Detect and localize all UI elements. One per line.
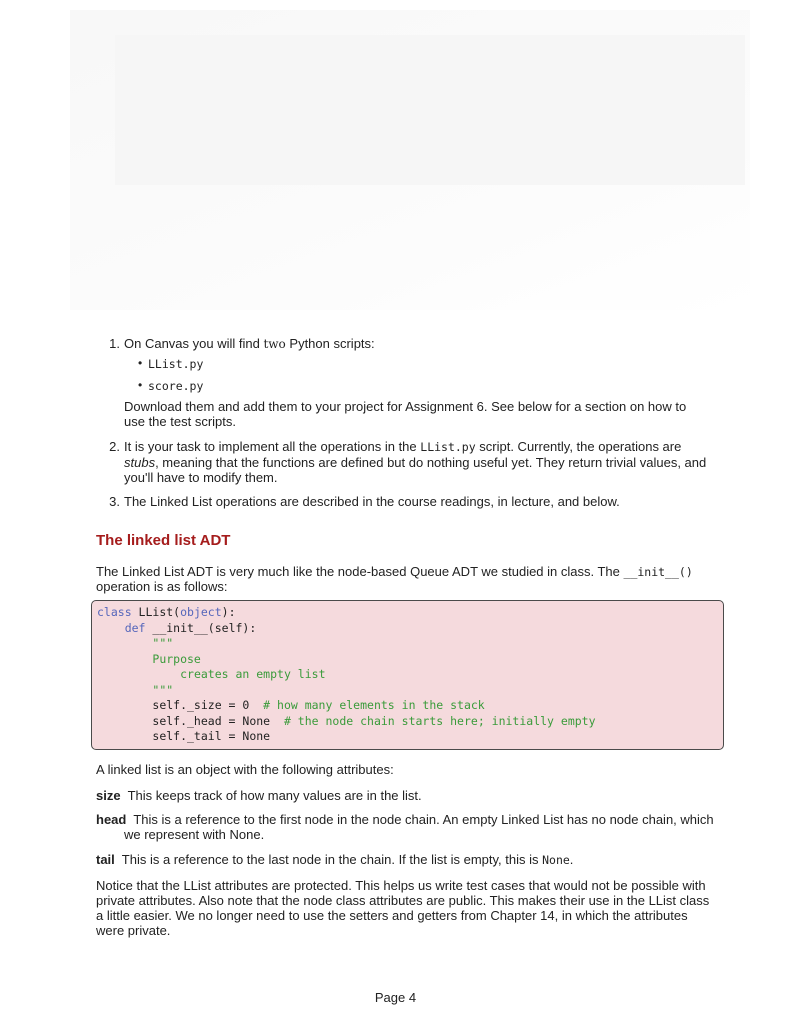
docstring-desc: creates an empty list: [180, 667, 326, 681]
attr-tail-term: tail: [96, 852, 115, 867]
class-name: LList(: [131, 605, 181, 619]
def-signature: __init__(self):: [145, 620, 257, 635]
item1-text-b: Python scripts:: [285, 336, 375, 351]
code-line-9: [97, 729, 270, 745]
attr-head-desc1: This is a reference to the first node in the node chain. An empty Linked List has no node chain, which: [133, 812, 714, 827]
list-number-2: 2.: [109, 439, 120, 454]
item2-line1-a: It is your task to implement all the operations in the: [124, 439, 421, 454]
tail-assign: self._tail = None: [152, 729, 271, 743]
keyword-class: class: [97, 605, 132, 619]
list-number-1: 1.: [109, 336, 120, 351]
attr-tail-code: None: [542, 853, 570, 867]
keyword-def: def: [124, 620, 146, 635]
head-comment: # the node chain starts here; initially empty: [283, 713, 596, 728]
code-line-3: [97, 636, 173, 652]
docstring-purpose: Purpose: [152, 651, 201, 666]
section-intro-line1: [96, 564, 693, 580]
item1-follow-line1: Download them and add them to your project for Assignment 6. See below for a section on how to: [124, 399, 687, 414]
item3-text: The Linked List operations are described in the course readings, in lecture, and below.: [124, 494, 620, 509]
keyword-object: object: [180, 605, 222, 619]
item2-line3: you'll have to modify them.: [124, 470, 278, 485]
file-llist: LList.py: [148, 357, 204, 371]
item2-emph: stubs: [124, 455, 156, 470]
code-punct: ):: [221, 605, 236, 619]
page-number: Page 4: [374, 990, 417, 1005]
code-line-5: [97, 667, 326, 683]
faded-watermark-block: [115, 35, 745, 185]
head-assign: self._head = None: [152, 713, 284, 728]
attr-head: [96, 812, 714, 827]
code-line-2: [97, 621, 256, 637]
section-heading: The linked list ADT: [96, 532, 231, 549]
file-score: score.py: [148, 379, 204, 393]
attr-tail: [96, 852, 573, 868]
list-number-3: 3.: [109, 494, 120, 509]
attr-tail-period: .: [569, 852, 574, 867]
intro-code: __init__(): [623, 565, 693, 579]
code-line-1: [97, 605, 236, 621]
notice-line1: Notice that the LList attributes are protected. This helps us write test cases that would not be possible with: [96, 878, 706, 893]
notice-line2: private attributes. Also note that the node class attributes are public. This makes their use in the LList class: [96, 893, 710, 908]
intro-text: The Linked List ADT is very much like the node-based Queue ADT we studied in class. The: [96, 564, 624, 579]
code-line-8: [97, 714, 596, 730]
item1-text-a: On Canvas you will find: [124, 336, 264, 351]
attr-head-term: head: [96, 812, 127, 827]
attributes-intro: A linked list is an object with the following attributes:: [96, 762, 394, 777]
docstring-close: """: [152, 682, 174, 697]
attr-head-desc2: we represent with None.: [124, 827, 265, 842]
code-line-7: [97, 698, 485, 714]
item2-code: LList.py: [420, 440, 476, 454]
size-assign: self._size = 0: [152, 698, 264, 712]
item1-text: [124, 336, 375, 352]
section-intro-line2: operation is as follows:: [96, 579, 228, 594]
code-line-6: [97, 683, 173, 699]
size-comment: # how many elements in the stack: [263, 698, 485, 712]
bullet-2: •: [138, 378, 143, 392]
item2-line1: [124, 439, 681, 455]
bullet-1: •: [138, 356, 143, 370]
item1-follow-line2: use the test scripts.: [124, 414, 236, 429]
code-line-4: [97, 652, 201, 668]
attr-size: [96, 788, 422, 803]
item2-line1-b: script. Currently, the operations are: [475, 439, 682, 454]
item2-line2: [124, 455, 706, 470]
attr-tail-desc: This is a reference to the last node in the chain. If the list is empty, this is: [121, 852, 543, 867]
item2-line2-b: , meaning that the functions are defined but do nothing useful yet. They return trivial values, and: [155, 455, 707, 470]
attr-size-term: size: [96, 788, 121, 803]
notice-line3: a little easier. We no longer need to use the setters and getters from Chapter 14, in which the attributes: [96, 908, 688, 923]
item1-emph: two: [263, 337, 286, 351]
attr-size-desc: This keeps track of how many values are in the list.: [127, 788, 422, 803]
docstring-open: """: [152, 636, 174, 650]
notice-line4: were private.: [96, 923, 171, 938]
